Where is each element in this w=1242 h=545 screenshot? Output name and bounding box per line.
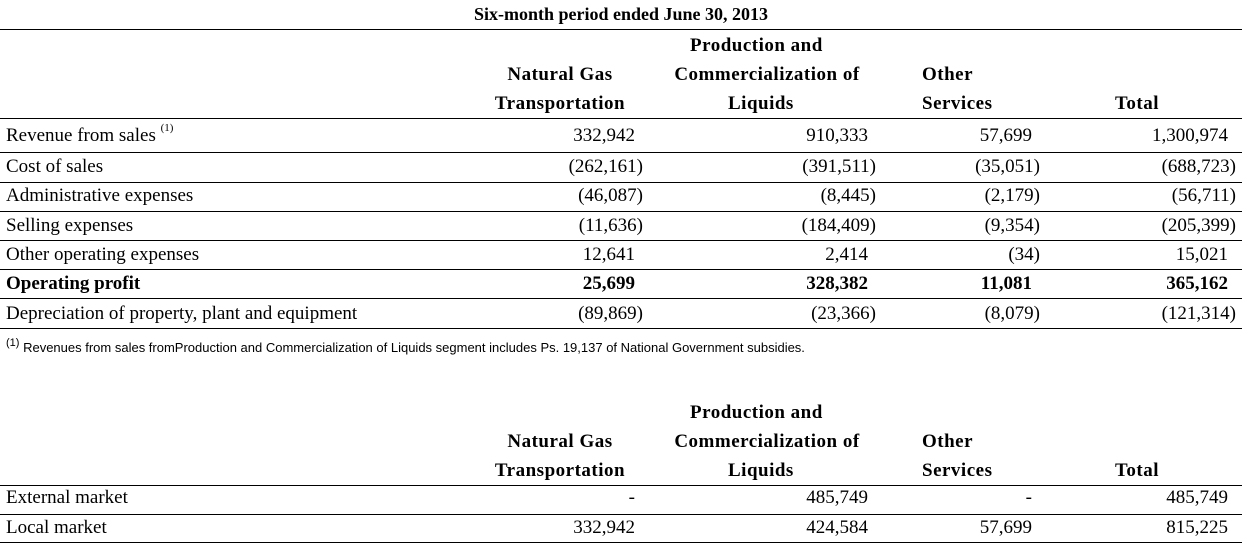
table-cell: 365,162: [1166, 273, 1228, 294]
table-cell: 332,942: [573, 517, 635, 538]
col-other-line2: Other: [922, 64, 974, 85]
table-cell: -: [628, 487, 635, 508]
table-cell: (46,087): [578, 185, 643, 206]
table-cell: 11,081: [980, 273, 1032, 294]
table-cell: (2,179): [984, 185, 1040, 206]
table-cell: (89,869): [578, 303, 643, 324]
table-cell: (11,636): [578, 215, 643, 236]
row-rule: [0, 542, 1242, 543]
col-natgas-line3: Transportation: [494, 93, 626, 114]
col-liquids-line3: Liquids: [728, 460, 794, 481]
row-rule: [0, 182, 1242, 183]
table-cell: (121,314): [1161, 303, 1236, 324]
col-liquids-line3: Liquids: [728, 93, 794, 114]
table-cell: (8,445): [820, 185, 876, 206]
table-cell: (35,051): [975, 156, 1040, 177]
col-other-line3: Services: [922, 93, 993, 114]
table-cell: 25,699: [582, 273, 635, 294]
col-natgas-line3: Transportation: [494, 460, 626, 481]
row-rule: [0, 211, 1242, 212]
table-cell: (34): [1008, 244, 1040, 265]
table-cell: 57,699: [979, 517, 1032, 538]
table-cell: 424,584: [806, 517, 868, 538]
row-rule: [0, 269, 1242, 270]
row-rule: [0, 152, 1242, 153]
table-cell: 485,749: [806, 487, 868, 508]
table-cell: 2,414: [825, 244, 868, 265]
table-cell: (391,511): [802, 156, 876, 177]
table-cell: (262,161): [568, 156, 643, 177]
table-cell: (9,354): [984, 215, 1040, 236]
table-row-label: External market: [6, 487, 128, 508]
table-cell: 910,333: [806, 125, 868, 146]
table-row-label: Selling expenses: [6, 215, 134, 236]
table-row-label: Revenue from sales $^{(1)}$: [6, 122, 174, 146]
col-other-line3: Services: [922, 460, 993, 481]
table-cell: (56,711): [1171, 185, 1236, 206]
row-rule: [0, 298, 1242, 299]
table-cell: 12,641: [582, 244, 635, 265]
footnote: $^{(1)}$ Revenues from sales fromProduction and Commercialization of Liquids segment includes Ps. 19,137 of National Government subsidies.: [6, 337, 805, 355]
col-total-line3: Total: [1115, 460, 1160, 481]
header-rule: [0, 118, 1242, 119]
table-row-label: Operating profit: [6, 273, 141, 294]
table-cell: 328,382: [806, 273, 868, 294]
title-rule: [0, 29, 1242, 30]
table-cell: 57,699: [979, 125, 1032, 146]
table-cell: 485,749: [1166, 487, 1228, 508]
table-cell: (23,366): [811, 303, 876, 324]
col-total-line3: Total: [1115, 93, 1160, 114]
table-cell: (688,723): [1161, 156, 1236, 177]
table-cell: 332,942: [573, 125, 635, 146]
col-other-line2: Other: [922, 431, 974, 452]
row-rule: [0, 328, 1242, 329]
table-cell: (205,399): [1161, 215, 1236, 236]
table-cell: (8,079): [984, 303, 1040, 324]
col-liquids-line1: Production and: [690, 402, 823, 423]
table-cell: 1,300,974: [1152, 125, 1228, 146]
table-cell: (184,409): [801, 215, 876, 236]
period-title: Six-month period ended June 30, 2013: [473, 4, 769, 24]
table-cell: 815,225: [1166, 517, 1228, 538]
footnote-marker: (1): [160, 122, 174, 134]
col-natgas-line2: Natural Gas: [507, 431, 613, 452]
col-liquids-line2: Commercialization of: [674, 64, 860, 85]
col-liquids-line2: Commercialization of: [674, 431, 860, 452]
header-rule: [0, 485, 1242, 486]
row-rule: [0, 240, 1242, 241]
row-rule: [0, 514, 1242, 515]
table-row-label: Cost of sales: [6, 156, 104, 177]
table-cell: 15,021: [1175, 244, 1228, 265]
table-cell: -: [1025, 487, 1032, 508]
footnote-marker: (1): [6, 337, 20, 349]
table-row-label: Local market: [6, 517, 107, 538]
col-natgas-line2: Natural Gas: [507, 64, 613, 85]
table-row-label: Administrative expenses: [6, 185, 194, 206]
col-liquids-line1: Production and: [690, 35, 823, 56]
table-row-label: Other operating expenses: [6, 244, 200, 265]
table-row-label: Depreciation of property, plant and equipment: [6, 303, 358, 324]
